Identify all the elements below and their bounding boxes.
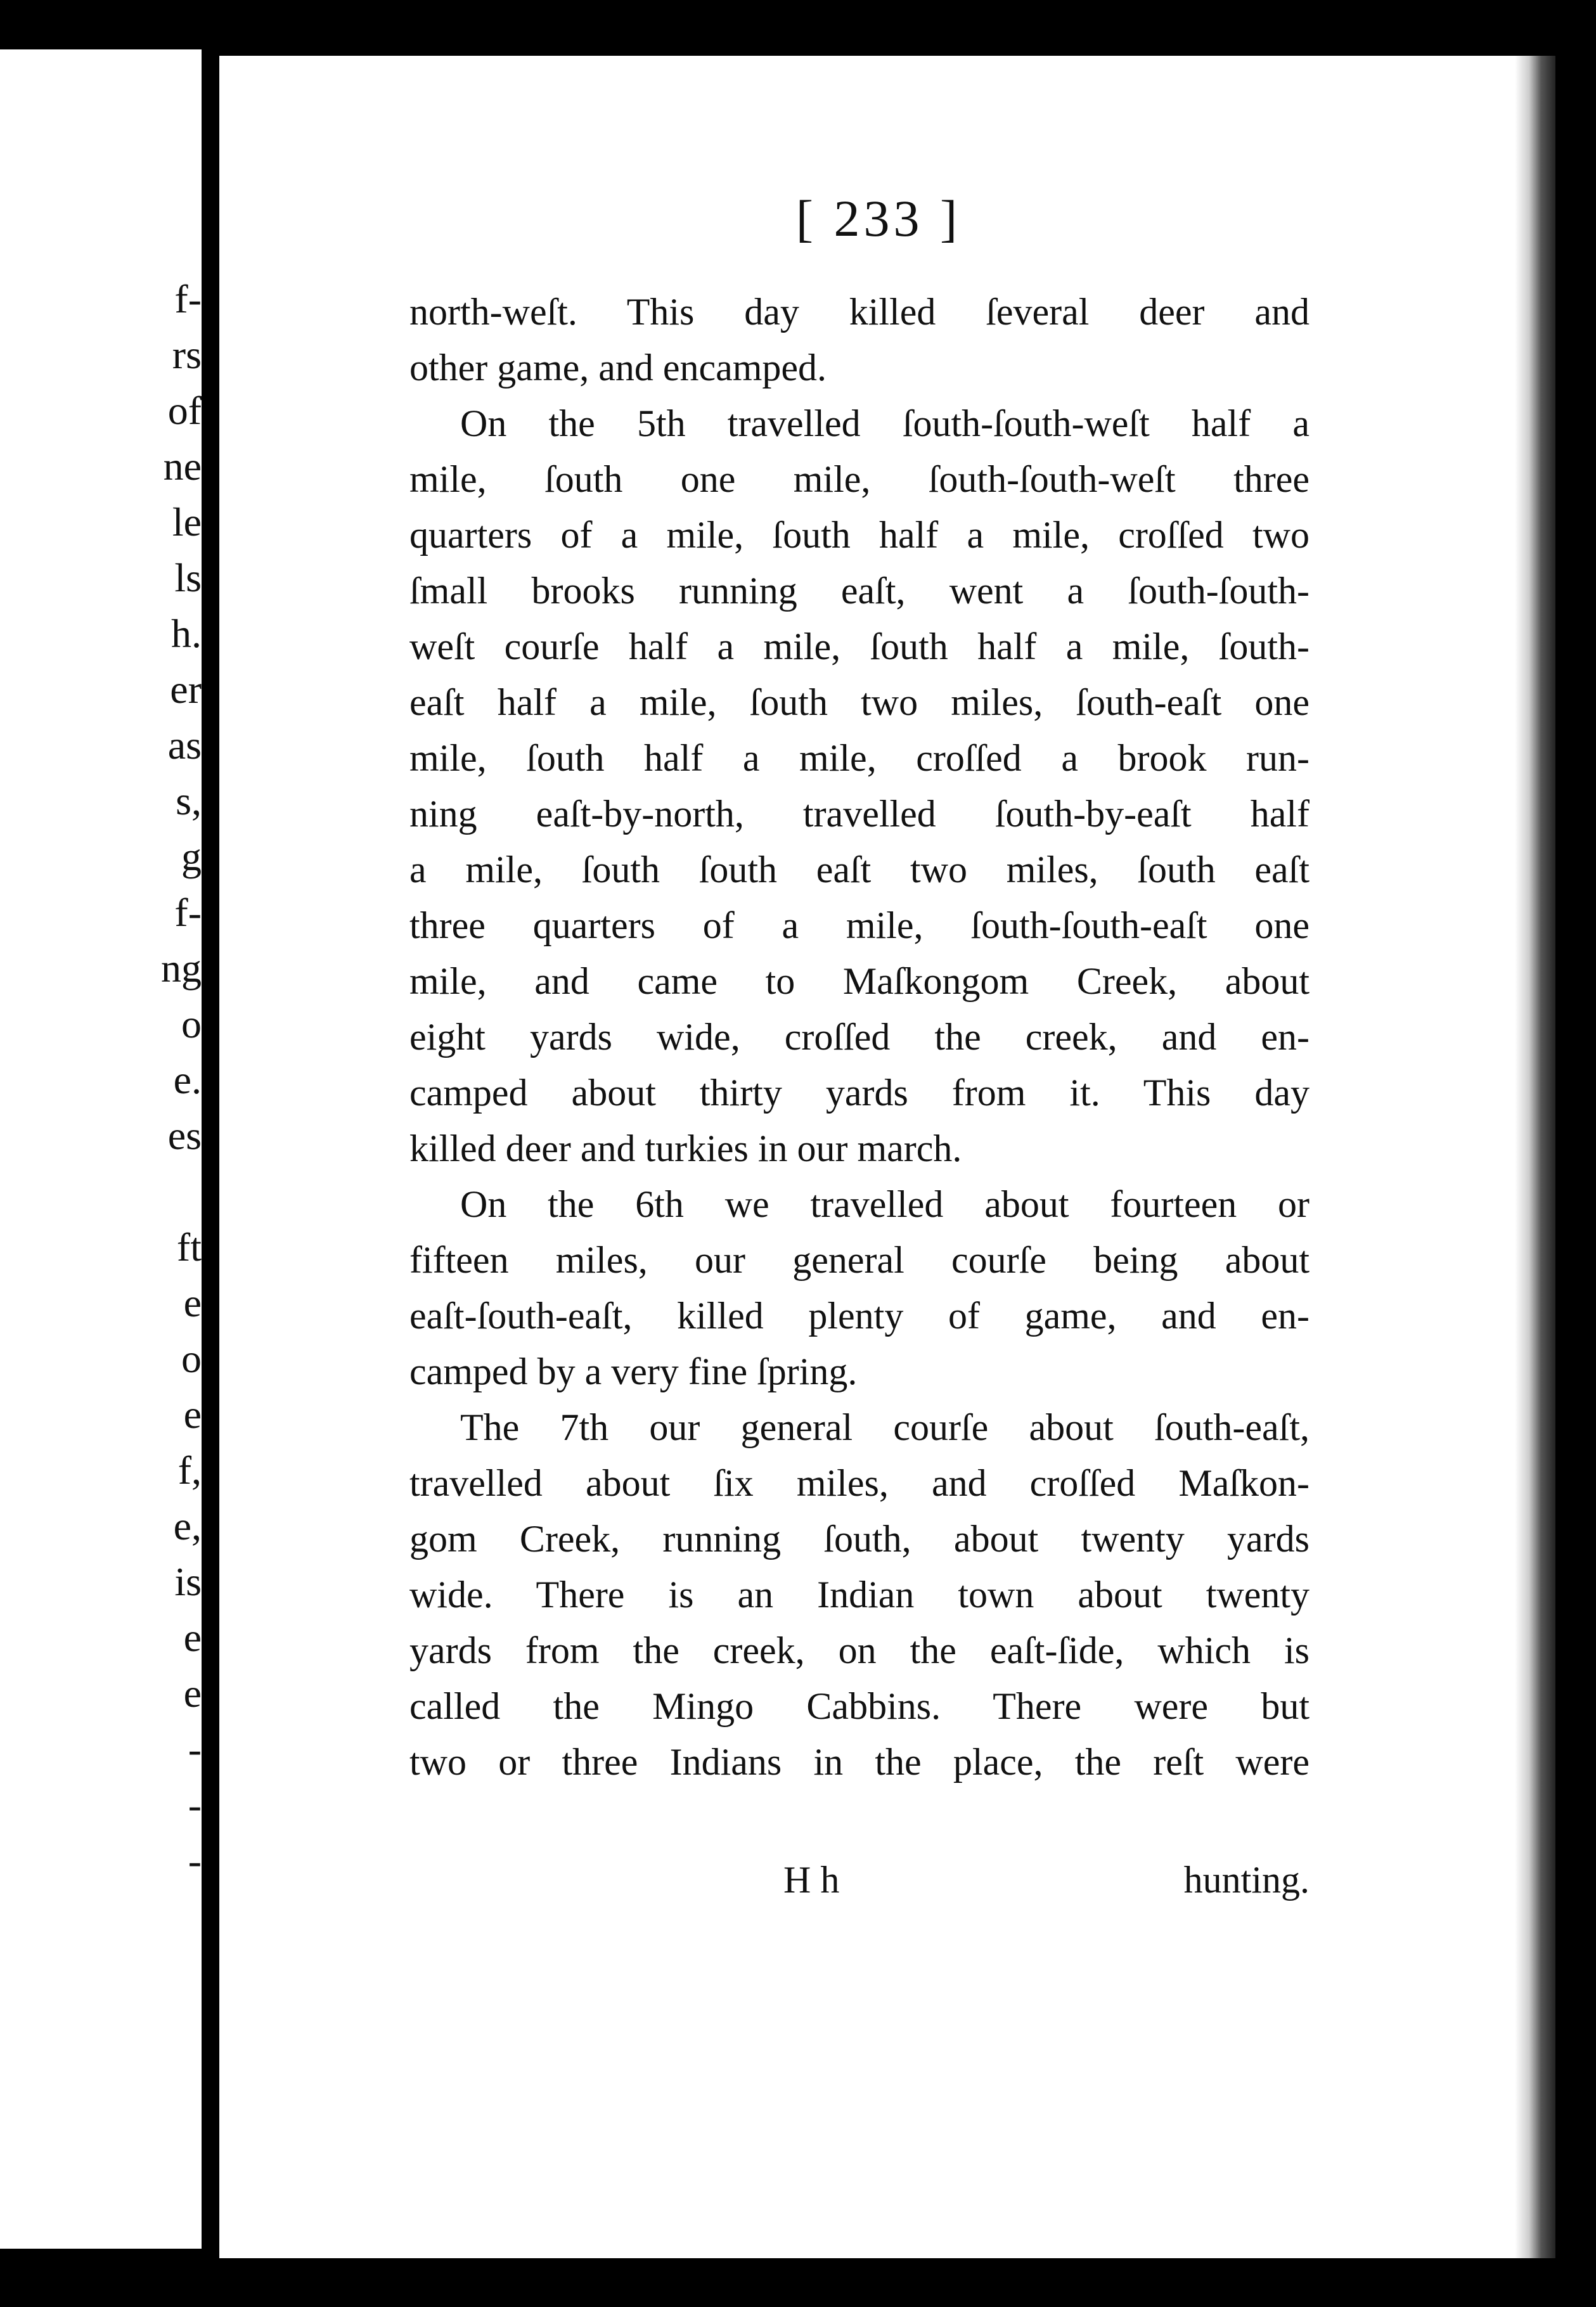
text-line: two or three Indians in the place, the reſt were bbox=[409, 1741, 1310, 1783]
left-edge-fragment: ne bbox=[163, 444, 202, 489]
left-edge-fragment: f- bbox=[174, 890, 202, 935]
text-line: quarters of a mile, ſouth half a mile, croſſed two bbox=[409, 514, 1310, 556]
text-line: yards from the creek, on the eaſt-ſide, which is bbox=[409, 1629, 1310, 1671]
left-edge-fragment: e. bbox=[173, 1057, 202, 1102]
left-edge-fragment: o bbox=[181, 1001, 202, 1046]
left-edge-fragment: e bbox=[183, 1615, 202, 1660]
left-edge-fragment: as bbox=[167, 723, 202, 768]
text-line: eight yards wide, croſſed the creek, and en- bbox=[409, 1016, 1310, 1058]
left-edge-fragment: s, bbox=[176, 778, 202, 823]
catchword: hunting. bbox=[1183, 1859, 1310, 1901]
page-body-text bbox=[409, 284, 1310, 1790]
left-page-edge-text bbox=[139, 49, 202, 2249]
left-edge-fragment: g bbox=[181, 834, 202, 879]
text-line: north-weſt. This day killed ſeveral deer and bbox=[409, 291, 1310, 333]
text-line: other game, and encamped. bbox=[409, 347, 827, 389]
text-line: The 7th our general courſe about ſouth-eaſt, bbox=[460, 1406, 1310, 1448]
text-line: killed deer and turkies in our march. bbox=[409, 1128, 962, 1169]
text-line: eaſt-ſouth-eaſt, killed plenty of game, and en- bbox=[409, 1295, 1310, 1337]
left-edge-fragment: e bbox=[183, 1392, 202, 1437]
text-line: gom Creek, running ſouth, about twenty yards bbox=[409, 1518, 1310, 1560]
text-line: wide. There is an Indian town about twenty bbox=[409, 1574, 1310, 1616]
left-edge-fragment: ng bbox=[161, 946, 202, 991]
left-facing-page bbox=[0, 49, 202, 2249]
page-edge-shadow bbox=[1515, 56, 1555, 2258]
text-line: mile, and came to Maſkongom Creek, about bbox=[409, 960, 1310, 1002]
text-line: weſt courſe half a mile, ſouth half a mile, ſouth- bbox=[409, 626, 1310, 667]
left-edge-fragment: er bbox=[170, 667, 202, 712]
left-edge-fragment: ls bbox=[174, 555, 202, 600]
text-line: called the Mingo Cabbins. There were but bbox=[409, 1685, 1310, 1727]
text-line: eaſt half a mile, ſouth two miles, ſouth-eaſt one bbox=[409, 681, 1310, 723]
left-edge-fragment: f, bbox=[177, 1448, 202, 1493]
left-edge-fragment: rs bbox=[172, 332, 202, 377]
text-line: ning eaſt-by-north, travelled ſouth-by-eaſt half bbox=[409, 793, 1310, 835]
right-page bbox=[219, 56, 1555, 2258]
left-edge-fragment: e bbox=[183, 1280, 202, 1325]
left-edge-fragment: is bbox=[174, 1559, 202, 1604]
left-edge-fragment: h. bbox=[171, 611, 202, 656]
left-edge-fragment: - bbox=[188, 1726, 202, 1771]
page-number-header: [ 233 ] bbox=[795, 190, 962, 247]
text-line: ſmall brooks running eaſt, went a ſouth-ſouth- bbox=[409, 570, 1310, 612]
left-edge-fragment: le bbox=[172, 499, 202, 544]
text-line: On the 6th we travelled about fourteen or bbox=[460, 1183, 1310, 1225]
text-line: a mile, ſouth ſouth eaſt two miles, ſouth eaſt bbox=[409, 849, 1310, 890]
text-line: camped about thirty yards from it. This day bbox=[409, 1072, 1310, 1114]
text-line: On the 5th travelled ſouth-ſouth-weſt half a bbox=[460, 402, 1310, 444]
left-edge-fragment: es bbox=[167, 1113, 202, 1158]
text-line: fifteen miles, our general courſe being about bbox=[409, 1239, 1310, 1281]
text-line: camped by a very fine ſpring. bbox=[409, 1351, 858, 1392]
left-edge-fragment: - bbox=[188, 1838, 202, 1883]
text-line: mile, ſouth half a mile, croſſed a brook run- bbox=[409, 737, 1310, 779]
text-line: mile, ſouth one mile, ſouth-ſouth-weſt three bbox=[409, 458, 1310, 500]
left-edge-fragment: o bbox=[181, 1336, 202, 1381]
left-edge-fragment: f- bbox=[174, 276, 202, 321]
left-edge-fragment: - bbox=[188, 1782, 202, 1827]
left-edge-fragment: e, bbox=[173, 1503, 202, 1548]
left-edge-fragment: e bbox=[183, 1671, 202, 1716]
signature-mark: H h bbox=[783, 1859, 840, 1901]
left-edge-fragment: ft bbox=[176, 1224, 202, 1269]
text-line: travelled about ſix miles, and croſſed Maſkon- bbox=[409, 1462, 1310, 1504]
left-edge-fragment: of bbox=[167, 388, 202, 433]
book-gutter bbox=[202, 49, 219, 2249]
text-line: three quarters of a mile, ſouth-ſouth-eaſt one bbox=[409, 904, 1310, 946]
